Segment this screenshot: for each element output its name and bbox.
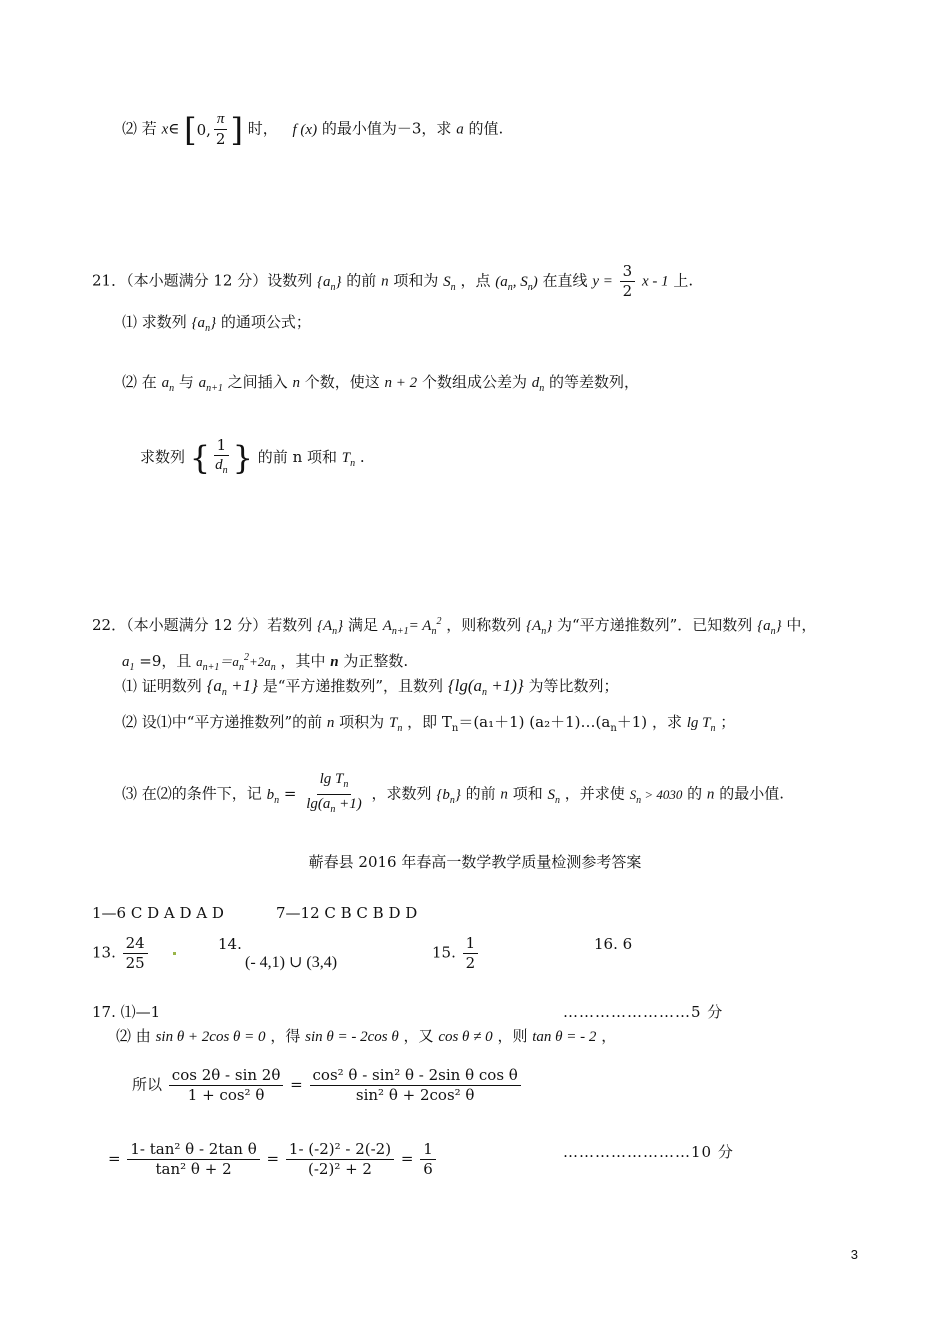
q22-p3-num: lg T: [319, 771, 344, 787]
q20-interval: [184, 110, 243, 149]
q21-p1-set: {a: [191, 315, 206, 331]
ans-15-label: 15.: [432, 943, 456, 962]
ans-13-frac: [123, 934, 148, 973]
ans-17-line2: [116, 1026, 616, 1047]
q21-head-text: 21．（本小题满分 12 分）设数列: [92, 271, 313, 290]
q21-an-set-sub: n: [330, 281, 336, 293]
ans-16: 16. 6: [594, 935, 633, 953]
answers-choices-1: 1—6 C D A D A D: [92, 904, 224, 922]
ans-17-score1: ……………………5 分: [563, 1003, 724, 1021]
q22-p3-mid5: 的: [687, 784, 703, 803]
q22-p3-bn: b: [266, 786, 275, 803]
ans-17-score2: ……………………10 分: [563, 1143, 734, 1161]
q21-Sn-sub: n: [450, 281, 456, 293]
q22-p2-prefix: ⑵ 设⑴中“平方递推数列”的前: [122, 713, 323, 731]
q22-p3-end: 的最小值.: [719, 784, 784, 803]
q21-p2-n: n: [292, 375, 300, 391]
ans-17-l4-den3: 6: [423, 1160, 433, 1178]
q22-p1-set-sub: n: [221, 687, 227, 698]
q22-an-sub: n: [770, 626, 776, 637]
q21-line-frac: [620, 262, 636, 301]
q21-p2-prefix: ⑵ 在: [122, 373, 157, 391]
q22-rel-sup: 2: [436, 616, 442, 627]
q22-p2-prod: ＝(a₁＋1) (a₂＋1)…(a: [458, 713, 611, 731]
ans-15-frac: [463, 934, 479, 973]
ans-17-line4: [108, 1140, 438, 1179]
q21-p2-an-sub: n: [169, 383, 175, 394]
q21-p1-set-sub: n: [205, 323, 211, 334]
ans-17-l4-eq3: =: [400, 1149, 414, 1168]
q21-p2-dn: d: [531, 375, 540, 391]
ans-17-l4-eq: =: [108, 1149, 121, 1168]
ans-17-l4-eq2: =: [266, 1149, 280, 1168]
q22-p3-Sn: S: [547, 786, 555, 803]
ans-17-l4-den1: tan² θ + 2: [155, 1160, 232, 1178]
q21-p2-an: a: [161, 375, 170, 391]
page-number: 3: [850, 1247, 858, 1262]
q21-point: (a: [495, 273, 508, 290]
q22-p3-frac: [303, 770, 365, 819]
q22-line2-end: 为正整数.: [343, 652, 409, 670]
q21-part1: [122, 312, 311, 339]
ans-13-label: 13.: [92, 943, 116, 962]
ans-17-l2-c: ，又: [403, 1027, 434, 1045]
q21-p2-mid2: 个数，使这: [304, 373, 380, 391]
ans-17-label: 17. ⑴—1: [92, 1003, 161, 1021]
ans-15-den: 2: [465, 954, 476, 972]
q22-rec-end: +2a: [248, 654, 271, 669]
q21-part2: [122, 372, 639, 399]
q22-p3-n: n: [500, 786, 508, 803]
q21-line-rest: x - 1: [641, 273, 669, 290]
q21-p3-mid: 的前 n 项和: [257, 448, 337, 466]
ans-17-l2-eq3: cos θ ≠ 0: [438, 1029, 493, 1045]
ans-17-l4-frac3: [420, 1140, 436, 1179]
ans-17-l4-frac2: [286, 1140, 394, 1179]
q21-p3-Tn-sub: n: [350, 458, 356, 469]
q21-an-set-close: }: [335, 273, 342, 290]
q22-rel: A: [382, 618, 392, 634]
q21-p2-dn-sub: n: [539, 383, 545, 394]
q22-rec-sub: n+1: [202, 662, 220, 673]
q22-rec-sup: 2: [243, 652, 249, 663]
q20-bracket-open: [: [184, 110, 197, 149]
q22-p1-prefix: ⑴ 证明数列: [122, 677, 202, 695]
q21-p3-prefix: 求数列: [140, 448, 186, 466]
ans-17-l3-frac1: [169, 1066, 284, 1105]
q21-n: n: [381, 273, 389, 290]
ans-13-num: 24: [123, 934, 148, 954]
q22-p3-bn-sub: n: [274, 794, 280, 806]
q20-interval-frac: [213, 110, 229, 149]
q22-p3-bset: b: [442, 786, 450, 803]
ans-17-l3-num1: cos 2θ - sin 2θ: [169, 1066, 284, 1086]
q20-when: 时，: [247, 119, 278, 138]
q20-prefix: ⑵ 若: [122, 119, 157, 138]
ans-13-den: 25: [125, 954, 145, 972]
ans-17-l3-den2: sin² θ + 2cos² θ: [355, 1086, 475, 1104]
q22-head-text: 22．（本小题满分 12 分）若数列: [92, 616, 313, 634]
q21-p2-mid3: 个数组成公差为: [421, 373, 527, 391]
q21-p3-num: 1: [214, 436, 230, 456]
q21-p1-set-close: }: [210, 315, 217, 331]
q22-p2-Tn: T: [388, 715, 398, 731]
q21-point-mid: , S: [512, 273, 528, 290]
q21-point-sub1: n: [507, 281, 513, 293]
q21-p3-set: { $\frac{1}{d_n}$ }: [189, 436, 254, 477]
ans-14-label: 14.: [218, 935, 242, 953]
q22-p3-den-rest: +1): [335, 796, 362, 812]
q20-part2: [122, 110, 503, 149]
q22-p2-prod-end: ＋1): [616, 713, 648, 731]
q22-p1-set-rest: +1: [226, 676, 252, 695]
q21-mid2: 项和为: [393, 271, 439, 290]
q21-p3-den: d: [215, 457, 223, 473]
q22-rel-sub: n+1: [391, 626, 409, 637]
answers-title: 蕲春县 2016 年春高一数学教学质量检测参考答案: [308, 853, 642, 871]
q21-p2-an1: a: [198, 375, 207, 391]
q22-an: a: [763, 618, 771, 634]
q21-line-num: 3: [620, 262, 636, 282]
q22-p3-num-sub: n: [343, 779, 349, 790]
ans-17-l3-frac2: [310, 1066, 521, 1105]
q21-p2-end: 的等差数列，: [549, 373, 640, 391]
q22-p3-den: lg(a: [306, 796, 331, 812]
q22-rec-sub3: n: [270, 662, 276, 673]
ans-17-l2-eq2: sin θ = - 2cos θ: [305, 1029, 399, 1045]
q20-interval-lo: 0,: [196, 120, 211, 139]
q22-p3-den-sub: n: [330, 804, 336, 815]
q22-p3-mid4: ，并求使: [564, 784, 625, 803]
q20-x-in: x∈: [161, 121, 180, 138]
q22-p3-ineq-sub: n: [636, 794, 642, 806]
q22-An2: A: [532, 618, 542, 634]
q22-mid2: ，则称数列: [446, 616, 522, 634]
ans-13: [92, 934, 176, 973]
q20-two: 2: [215, 130, 226, 148]
q20-end: 的值.: [468, 119, 504, 138]
q22-part2: [122, 712, 735, 739]
q22-p3-prefix: ⑶ 在⑵的条件下，记: [122, 784, 262, 803]
q20-a: a: [456, 121, 464, 138]
q22-p2-mid3: ，求: [651, 713, 682, 731]
q22-rel-sub2: n: [431, 626, 437, 637]
q21-p2-n2: n + 2: [384, 375, 418, 391]
ans-17-line3: [132, 1066, 523, 1105]
q21-p3-Tn: T: [341, 450, 351, 466]
q21-head-end: 上.: [673, 271, 694, 290]
q22-p2-Tn-sub: n: [397, 723, 403, 734]
q21-p2-an1-sub: n+1: [206, 383, 223, 394]
q22-head-end: 中，: [786, 616, 817, 634]
ans-17-l4-den2: (-2)² + 2: [308, 1160, 372, 1178]
q22-p3-ineq: S: [629, 786, 637, 802]
q22-p2-lg: lg T: [686, 715, 711, 731]
q22-p2-end: ；: [720, 713, 736, 731]
q22-p2-mid1: 项积为: [339, 713, 385, 731]
q21-p1-end: 的通项公式；: [220, 313, 311, 331]
q21-mid3: ，点: [460, 271, 491, 290]
ans-15-num: 1: [463, 934, 479, 954]
ans-17-l4-num3: 1: [420, 1140, 436, 1160]
ans-17-l3-a: 所以: [132, 1075, 163, 1094]
q22-rec-sub2: n: [238, 662, 244, 673]
ans-17-l3-den1: 1 + cos² θ: [187, 1086, 265, 1104]
q20-mid: 的最小值为－3，求: [321, 119, 452, 138]
q21-p3-end: .: [359, 448, 365, 466]
q22-p3-n2: n: [706, 786, 715, 803]
q20-bracket-close: ]: [230, 110, 243, 149]
q22-a1-sub: 1: [129, 662, 135, 673]
q22-part3: ⑶ 在⑵的条件下，记 $b_n$ = $\frac{\lg T_n}{\lg(a_n +1)}$ ，求数列 $\{b_n\}$ 的前 n 项和 $S_n$ ，并求使 $S_n > 4030$ 的 n 的最小值.: [122, 770, 784, 819]
ans-14: [218, 934, 242, 954]
q21-Sn: S: [443, 273, 451, 290]
q22-An-sub: n: [332, 626, 338, 637]
q22-mid3: 为“平方递推数列”．已知数列: [556, 616, 753, 634]
ans-17-l4-frac1: [127, 1140, 259, 1179]
q21-p3-den-sub: n: [222, 465, 228, 476]
q21-p1-prefix: ⑴ 求数列: [122, 313, 187, 331]
ans-17-l2-e: ，: [601, 1027, 617, 1045]
q22-p2-mid2-sub: n: [451, 723, 459, 734]
ans-17-l2-d: ，则: [497, 1027, 528, 1045]
q22-p1-set2-sub: n: [482, 687, 488, 698]
q21-mid4: 在直线: [542, 271, 588, 290]
q20-fx: f (x): [292, 121, 318, 138]
q21-point-close: ): [532, 273, 538, 290]
ans-17-l4-num1: 1- tan² θ - 2tan θ: [127, 1140, 259, 1160]
q22-line2-n: n: [330, 654, 339, 670]
q21-line-den: 2: [622, 282, 633, 300]
q21-p2-and: 与: [178, 373, 194, 391]
q22-p1-end: 为等比数列；: [528, 677, 619, 695]
q22-p3-mid2: 的前: [465, 784, 496, 803]
ans-17-l2-eq4: tan θ = - 2: [532, 1029, 597, 1045]
q22-p2-lg-sub: n: [710, 723, 716, 734]
q21-point-sub2: n: [527, 281, 533, 293]
q22-p2-n: n: [326, 715, 335, 731]
q21-line-y: y =: [592, 273, 613, 290]
q22-p2-mid2: ，即 T: [407, 713, 452, 731]
ans-13-dot: [173, 952, 176, 955]
q22-p3-ineq-rest: > 4030: [641, 786, 683, 802]
q22-p1-mid: 是“平方递推数列”，且数列: [262, 677, 444, 695]
ans-14-value: (- 4,1) ∪ (3,4): [245, 954, 338, 971]
ans-17-l4-num2: 1- (-2)² - 2(-2): [286, 1140, 394, 1160]
q20-pi: π: [214, 110, 228, 130]
q22-rec: a: [196, 654, 203, 669]
q21-an-set: {a: [317, 273, 331, 290]
answers-choices-2: 7—12 C B C B D D: [276, 904, 418, 922]
q22-An: A: [323, 618, 333, 634]
ans-15: [432, 934, 480, 973]
q22-head: 22．（本小题满分 12 分）若数列 $\{A_n\}$ 满足 $A_{n+1}= A_n^2$ ，则称数列 $\{A_n\}$ 为“平方递推数列”．已知数列 $\{a_n\}$ 中，: [92, 616, 817, 637]
q22-p3-bset-sub: n: [449, 794, 455, 806]
q22-An2-sub: n: [541, 626, 547, 637]
q22-p3-Sn-sub: n: [554, 794, 560, 806]
ans-17-l2-b: ，得: [270, 1027, 301, 1045]
ans-17-l3-eq: =: [290, 1075, 303, 1094]
q22-p1-set2: lg(a: [454, 676, 483, 695]
q22-p3-eq: =: [283, 784, 297, 803]
q22-a1: a: [122, 654, 130, 670]
q21-mid1: 的前: [346, 271, 377, 290]
ans-17-l2-a: ⑵ 由: [116, 1027, 151, 1045]
q21-part2-line2: [140, 436, 365, 480]
q22-p1-set: a: [213, 676, 222, 695]
q22-mid1: 满足: [347, 616, 378, 634]
q22-p3-mid3: 项和: [512, 784, 543, 803]
q22-line2-mid: ，其中: [280, 652, 326, 670]
q22-p1-set2-rest: +1): [487, 676, 517, 695]
q22-part1: ⑴ 证明数列 $\{a_n +1\}$ 是“平方递推数列”，且数列 $\{\lg(a_n +1)\}$ 为等比数列；: [122, 676, 619, 698]
q22-a1-val: =9，且: [134, 652, 192, 670]
ans-17-l3-num2: cos² θ - sin² θ - 2sin θ cos θ: [310, 1066, 521, 1086]
ans-17-l2-eq1: sin θ + 2cos θ = 0: [155, 1029, 266, 1045]
q22-p2-prod-sub: n: [610, 723, 617, 734]
q22-p3-mid1: ，求数列: [371, 784, 432, 803]
q22-line2: [122, 648, 408, 678]
q22-rel-eq: = A: [408, 618, 432, 634]
q21-p2-mid1: 之间插入: [227, 373, 288, 391]
q22-rec-mid: ＝a: [219, 654, 239, 669]
q21-head: [92, 262, 693, 301]
